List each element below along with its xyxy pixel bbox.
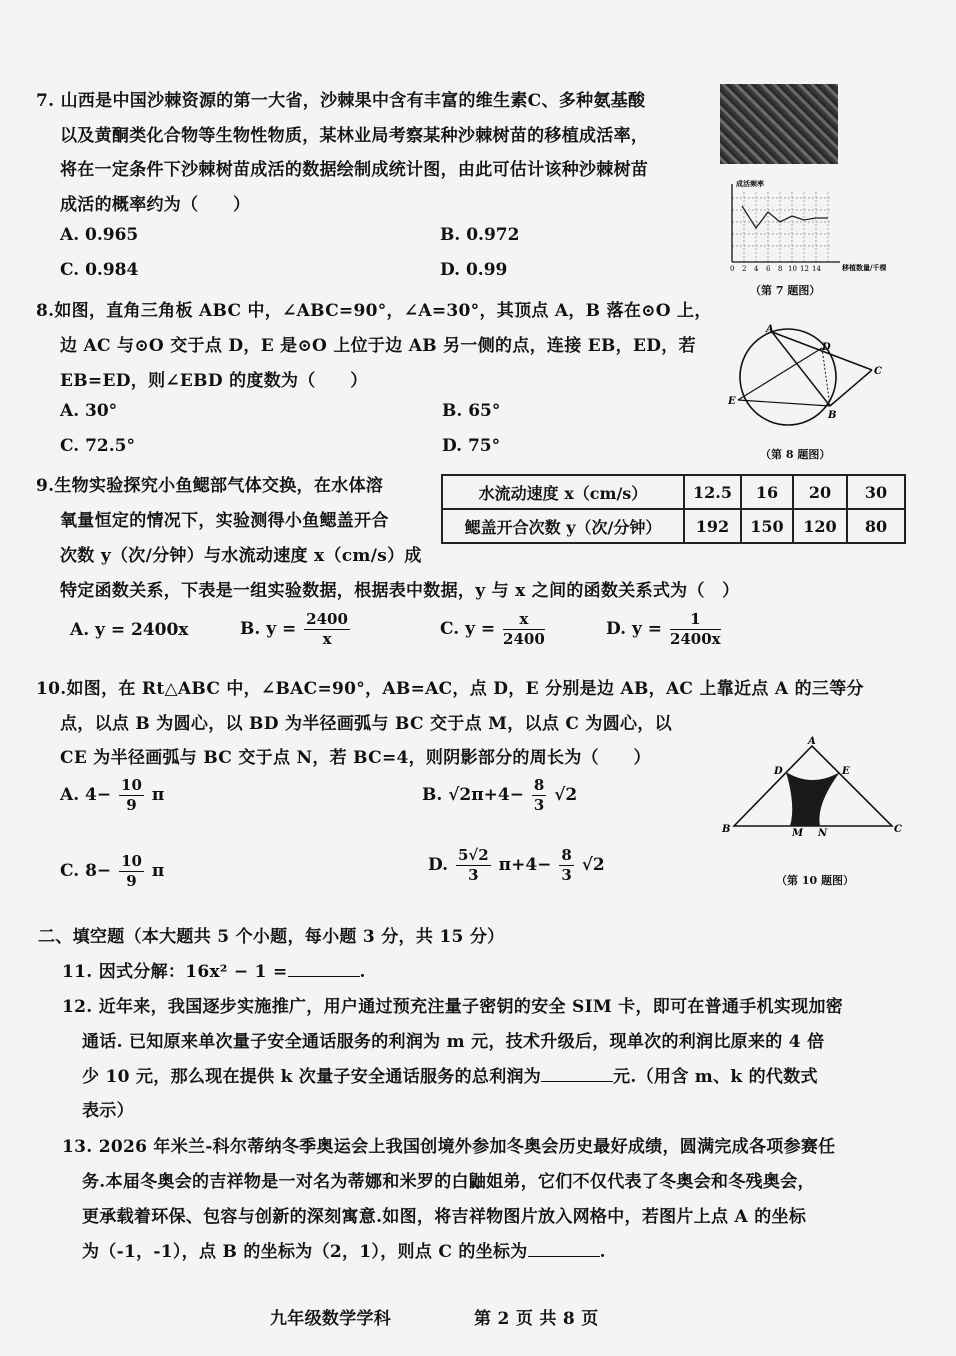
q8-label-a: A: [766, 324, 774, 335]
q11: 11. 因式分解：16x² − 1 = .: [62, 962, 366, 982]
table-cell: 16: [741, 475, 793, 509]
q10-triangle-figure: [720, 732, 910, 836]
q9-line-4: 特定函数关系，下表是一组实验数据，根据表中数据，y 与 x 之间的函数关系式为（ ）: [60, 581, 740, 601]
q8-caption: （第 8 题图）: [760, 448, 831, 461]
q9-line-3: 次数 y（次/分钟）与水流动速度 x（cm/s）成: [60, 546, 422, 566]
table-cell: 水流动速度 x（cm/s）: [442, 475, 684, 509]
q7-line-3: 将在一定条件下沙棘树苗成活的数据绘制成统计图，由此可估计该种沙棘树苗: [60, 160, 649, 180]
q12-line-2: 通话. 已知原来单次量子安全通话服务的利润为 m 元，技术升级后，现单次的利润比原来的 4 倍: [82, 1032, 825, 1052]
table-cell: 192: [684, 509, 741, 543]
q7-option-c: C. 0.984: [60, 260, 139, 280]
table-cell: 鳃盖开合次数 y（次/分钟）: [442, 509, 684, 543]
q12-line-4: 表示）: [82, 1101, 134, 1121]
table-cell: 12.5: [684, 475, 741, 509]
q10-option-a: A. 4− $\frac{10}{9}$ π: [60, 776, 165, 814]
footer-subject: 九年级数学学科: [270, 1309, 392, 1329]
q8-option-a: A. 30°: [60, 401, 118, 421]
q13-line-2: 务.本届冬奥会的吉祥物是一对名为蒂娜和米罗的白鼬姐弟，它们不仅代表了冬奥会和冬残奥会，: [82, 1172, 815, 1192]
q8-label-e: E: [728, 396, 736, 407]
q9-option-c: C. y = $\frac{x}{2400}$: [440, 610, 545, 648]
q8-line-3: EB=ED，则∠EBD 的度数为（ ）: [60, 371, 368, 391]
q12-line-3: 少 10 元，那么现在提供 k 次量子安全通话服务的总利润为 元.（用含 m、k 的代数式: [82, 1067, 818, 1087]
section2-title: 二、填空题（本大题共 5 个小题，每小题 3 分，共 15 分）: [38, 927, 505, 947]
q7-line-4: 成活的概率约为（ ）: [60, 195, 251, 215]
q7-option-a: A. 0.965: [60, 225, 139, 245]
q8-line-2: 边 AC 与⊙O 交于点 D，E 是⊙O 上位于边 AB 另一侧的点，连接 EB，ED，若: [60, 336, 696, 356]
q9-data-table: [441, 474, 906, 544]
q10-label-b: B: [722, 824, 731, 835]
chart7-xlabel: 移植数量/千棵: [842, 263, 887, 272]
q12-line-1: 12. 近年来，我国逐步实施推广，用户通过预充注量子密钥的安全 SIM 卡，即可在普通手机实现加密: [62, 997, 844, 1017]
chart7-tick: 8: [778, 265, 783, 273]
q10-label-d: D: [774, 766, 783, 777]
chart7-tick: 10: [788, 265, 797, 273]
q10-line-2: 点，以点 B 为圆心，以 BD 为半径画弧与 BC 交于点 M，以点 C 为圆心，以: [60, 714, 672, 734]
q9-option-b: B. y = $\frac{2400}{x}$: [240, 610, 348, 648]
q7-line-2: 以及黄酮类化合物等生物性物质，某林业局考察某种沙棘树苗的移植成活率，: [60, 126, 649, 146]
chart7-tick: 6: [766, 265, 771, 273]
q7-option-b: B. 0.972: [440, 225, 520, 245]
q13-line-1: 13. 2026 年米兰-科尔蒂纳冬季奥运会上我国创境外参加冬奥会历史最好成绩，圆满完成各项参赛任: [62, 1137, 836, 1157]
chart7-tick: 12: [800, 265, 809, 273]
q9-option-a: A. y = 2400x: [70, 620, 189, 640]
chart7-tick: 2: [742, 265, 747, 273]
table-cell: 150: [741, 509, 793, 543]
q8-option-b: B. 65°: [442, 401, 501, 421]
q7-caption: （第 7 题图）: [750, 284, 821, 297]
table-cell: 30: [847, 475, 905, 509]
q7-line-chart: [712, 176, 908, 276]
q9-line-1: 9.生物实验探究小鱼鳃部气体交换，在水体溶: [36, 476, 384, 496]
q8-option-d: D. 75°: [442, 436, 501, 456]
q10-caption: （第 10 题图）: [776, 874, 854, 887]
q8-circle-figure: [722, 322, 886, 426]
table-cell: 120: [793, 509, 847, 543]
q7-option-d: D. 0.99: [440, 260, 508, 280]
table-row: [442, 475, 905, 509]
q8-line-1: 8.如图，直角三角板 ABC 中，∠ABC=90°，∠A=30°，其顶点 A，B 落在⊙O 上，: [36, 301, 712, 321]
chart7-tick: 4: [754, 265, 759, 273]
q10-label-m: M: [792, 828, 804, 836]
q8-label-b: B: [828, 410, 837, 421]
footer-page: 第 2 页 共 8 页: [474, 1309, 599, 1329]
q7-line-1: 7. 山西是中国沙棘资源的第一大省，沙棘果中含有丰富的维生素C、多种氨基酸: [36, 91, 646, 111]
q13-line-4: 为（-1，-1），点 B 的坐标为（2，1），则点 C 的坐标为 .: [82, 1242, 606, 1262]
chart7-tick: 0: [730, 265, 735, 273]
q10-option-c: C. 8− $\frac{10}{9}$ π: [60, 852, 165, 890]
q13-line-3: 更承载着环保、包容与创新的深刻寓意.如图，将吉祥物图片放入网格中，若图片上点 A 的坐标: [82, 1207, 807, 1227]
q9-option-d: D. y = $\frac{1}{2400x}$: [606, 610, 721, 648]
q10-option-b: B. √2π+4− $\frac{8}{3}$ √2: [422, 776, 578, 814]
q10-label-e: E: [842, 766, 850, 777]
q8-label-c: C: [874, 366, 882, 377]
q10-option-d: D. $\frac{5√2}{3}$ π+4− $\frac{8}{3}$ √2: [428, 846, 605, 884]
q10-line-3: CE 为半径画弧与 BC 交于点 N，若 BC=4，则阴影部分的周长为（ ）: [60, 748, 651, 768]
table-cell: 20: [793, 475, 847, 509]
chart7-tick: 14: [812, 265, 821, 273]
chart7-ylabel: 成活频率: [736, 179, 764, 188]
q10-line-1: 10.如图，在 Rt△ABC 中，∠BAC=90°，AB=AC，点 D，E 分别是边 AB，AC 上靠近点 A 的三等分: [36, 679, 864, 699]
table-cell: 80: [847, 509, 905, 543]
q8-label-d: D: [822, 342, 831, 353]
table-row: [442, 509, 905, 543]
q10-label-c: C: [894, 824, 902, 835]
q10-label-a: A: [808, 736, 816, 747]
q9-line-2: 氧量恒定的情况下，实验测得小鱼鳃盖开合: [60, 511, 389, 531]
sea-buckthorn-photo: [720, 84, 838, 164]
q10-label-n: N: [818, 828, 828, 836]
q8-option-c: C. 72.5°: [60, 436, 135, 456]
